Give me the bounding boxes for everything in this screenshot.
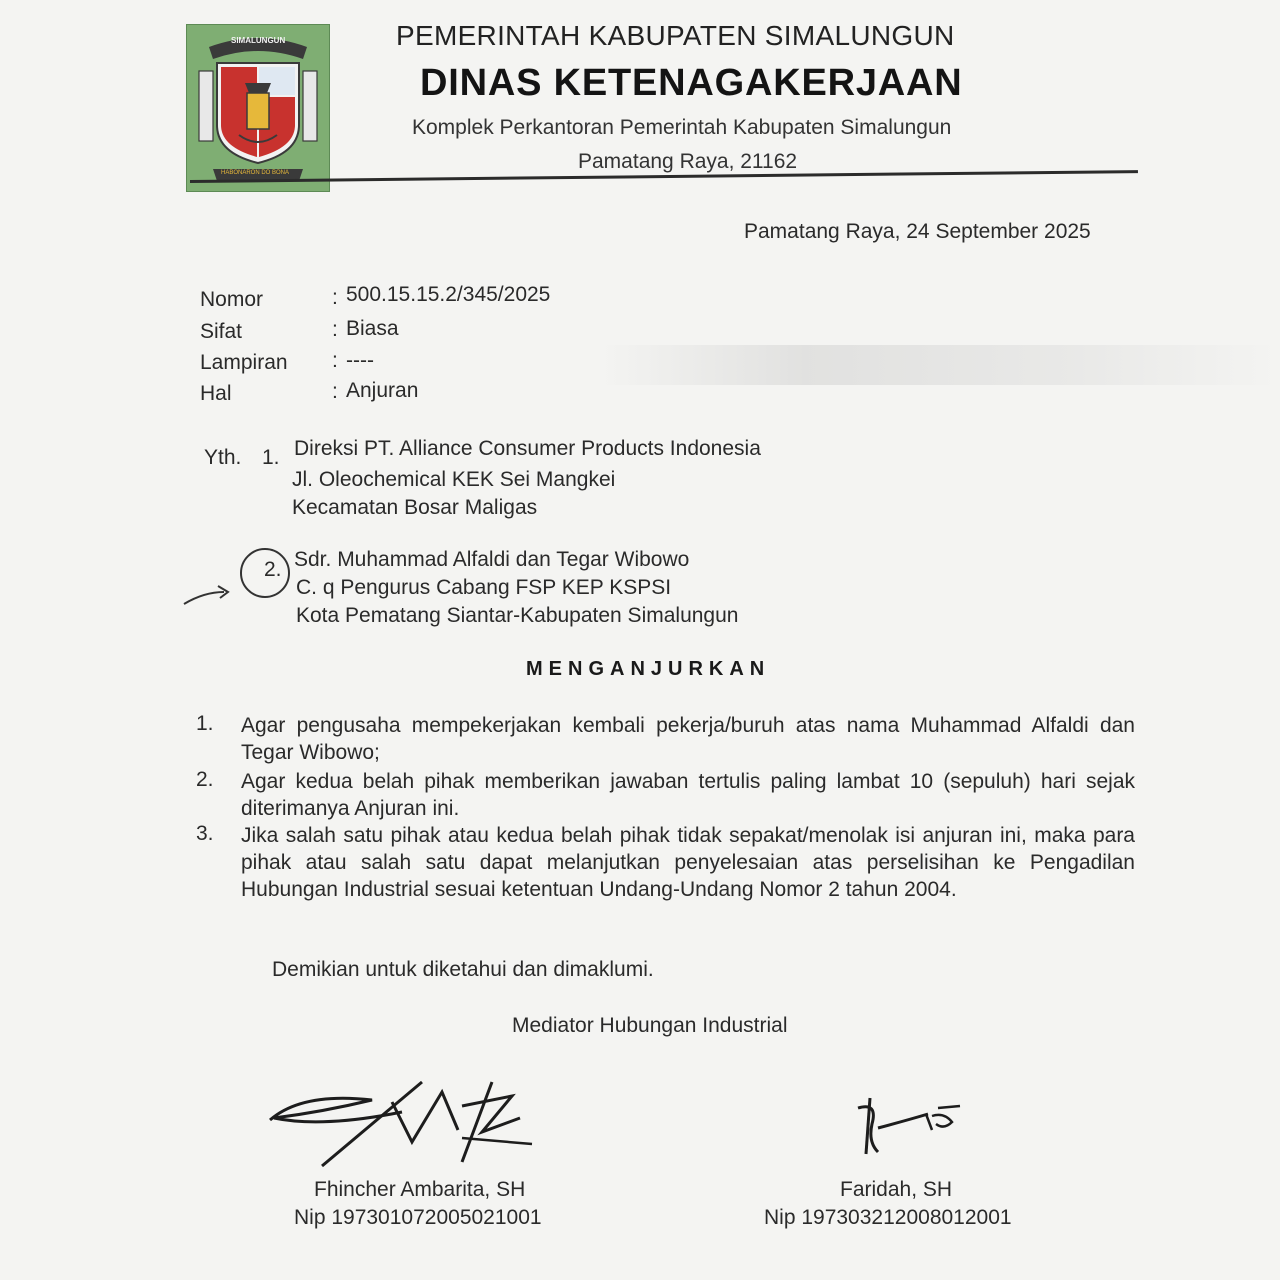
recipient-1-line: Jl. Oleochemical KEK Sei Mangkei [292,468,616,491]
signer-2-name: Faridah, SH [840,1178,953,1201]
signer-1-nip: Nip 197301072005021001 [294,1206,542,1229]
recipient-1-number: 1. [262,446,280,469]
signer-title: Mediator Hubungan Industrial [512,1014,788,1037]
list-item: Agar kedua belah pihak memberikan jawaban tertulis paling lambat 10 (sepuluh) hari sejak diterimanya Anjuran ini. [241,770,1135,820]
recipient-1-line: Kecamatan Bosar Maligas [292,496,538,519]
header-address-line1: Komplek Perkantoran Pemerintah Kabupaten Simalungun [412,116,952,139]
letter-date: Pamatang Raya, 24 September 2025 [744,220,1091,243]
meta-label: Lampiran [200,351,288,374]
recipient-2-line: Kota Pematang Siantar-Kabupaten Simalungun [296,604,739,627]
recipient-2-number: 2. [264,558,282,581]
meta-label: Sifat [200,320,243,343]
header-address-line2: Pamatang Raya, 21162 [578,150,798,173]
signer-1-name: Fhincher Ambarita, SH [314,1178,526,1201]
handwritten-arrow-icon [180,584,240,608]
list-item-number: 3. [196,822,214,845]
letter-title: MENGANJURKAN [526,658,771,680]
list-item: Jika salah satu pihak atau kedua belah pihak tidak sepakat/menolak isi anjuran ini, maka para pihak atau salah satu dapat melanjutkan penyelesaian atas perselisihan ke Pengadilan Hubungan Industrial sesuai ketentuan Undang-Undang Nomor 2 tahun 2004. [241,824,1135,901]
meta-value: Anjuran [346,379,419,402]
signer-2-nip: Nip 197303212008012001 [764,1206,1012,1229]
closing-remark: Demikian untuk diketahui dan dimaklumi. [272,958,654,981]
header-government: PEMERINTAH KABUPATEN SIMALUNGUN [396,20,955,51]
meta-colon: : [332,318,338,341]
recipient-2-line: C. q Pengurus Cabang FSP KEP KSPSI [296,576,672,599]
meta-value: Biasa [346,317,399,340]
meta-colon: : [332,349,338,372]
meta-colon: : [332,380,338,403]
scan-smudge [600,345,1280,385]
meta-label: Hal [200,382,232,405]
meta-colon: : [332,286,338,309]
logo-text-bottom: HABONARON DO BONA [221,170,290,176]
list-item-number: 2. [196,768,214,791]
meta-label: Nomor [200,288,264,311]
signature-right [848,1094,968,1158]
scan-cut-edge [0,630,1280,642]
list-item: Agar pengusaha mempekerjakan kembali pekerja/buruh atas nama Muhammad Alfaldi dan Tegar Wibowo; [241,714,1135,764]
list-item-number: 1. [196,712,214,735]
recipient-2-line: Sdr. Muhammad Alfaldi dan Tegar Wibowo [294,548,690,571]
meta-value: ---- [346,349,374,372]
meta-value: 500.15.15.2/345/2025 [346,283,551,306]
logo-text-top: SIMALUNGUN [231,36,286,45]
signature-left [262,1072,542,1172]
recipient-1-line: Direksi PT. Alliance Consumer Products Indonesia [294,437,761,460]
recipient-prefix: Yth. [204,446,242,469]
header-agency: DINAS KETENAGAKERJAAN [420,62,963,104]
regency-emblem-logo [186,24,330,192]
